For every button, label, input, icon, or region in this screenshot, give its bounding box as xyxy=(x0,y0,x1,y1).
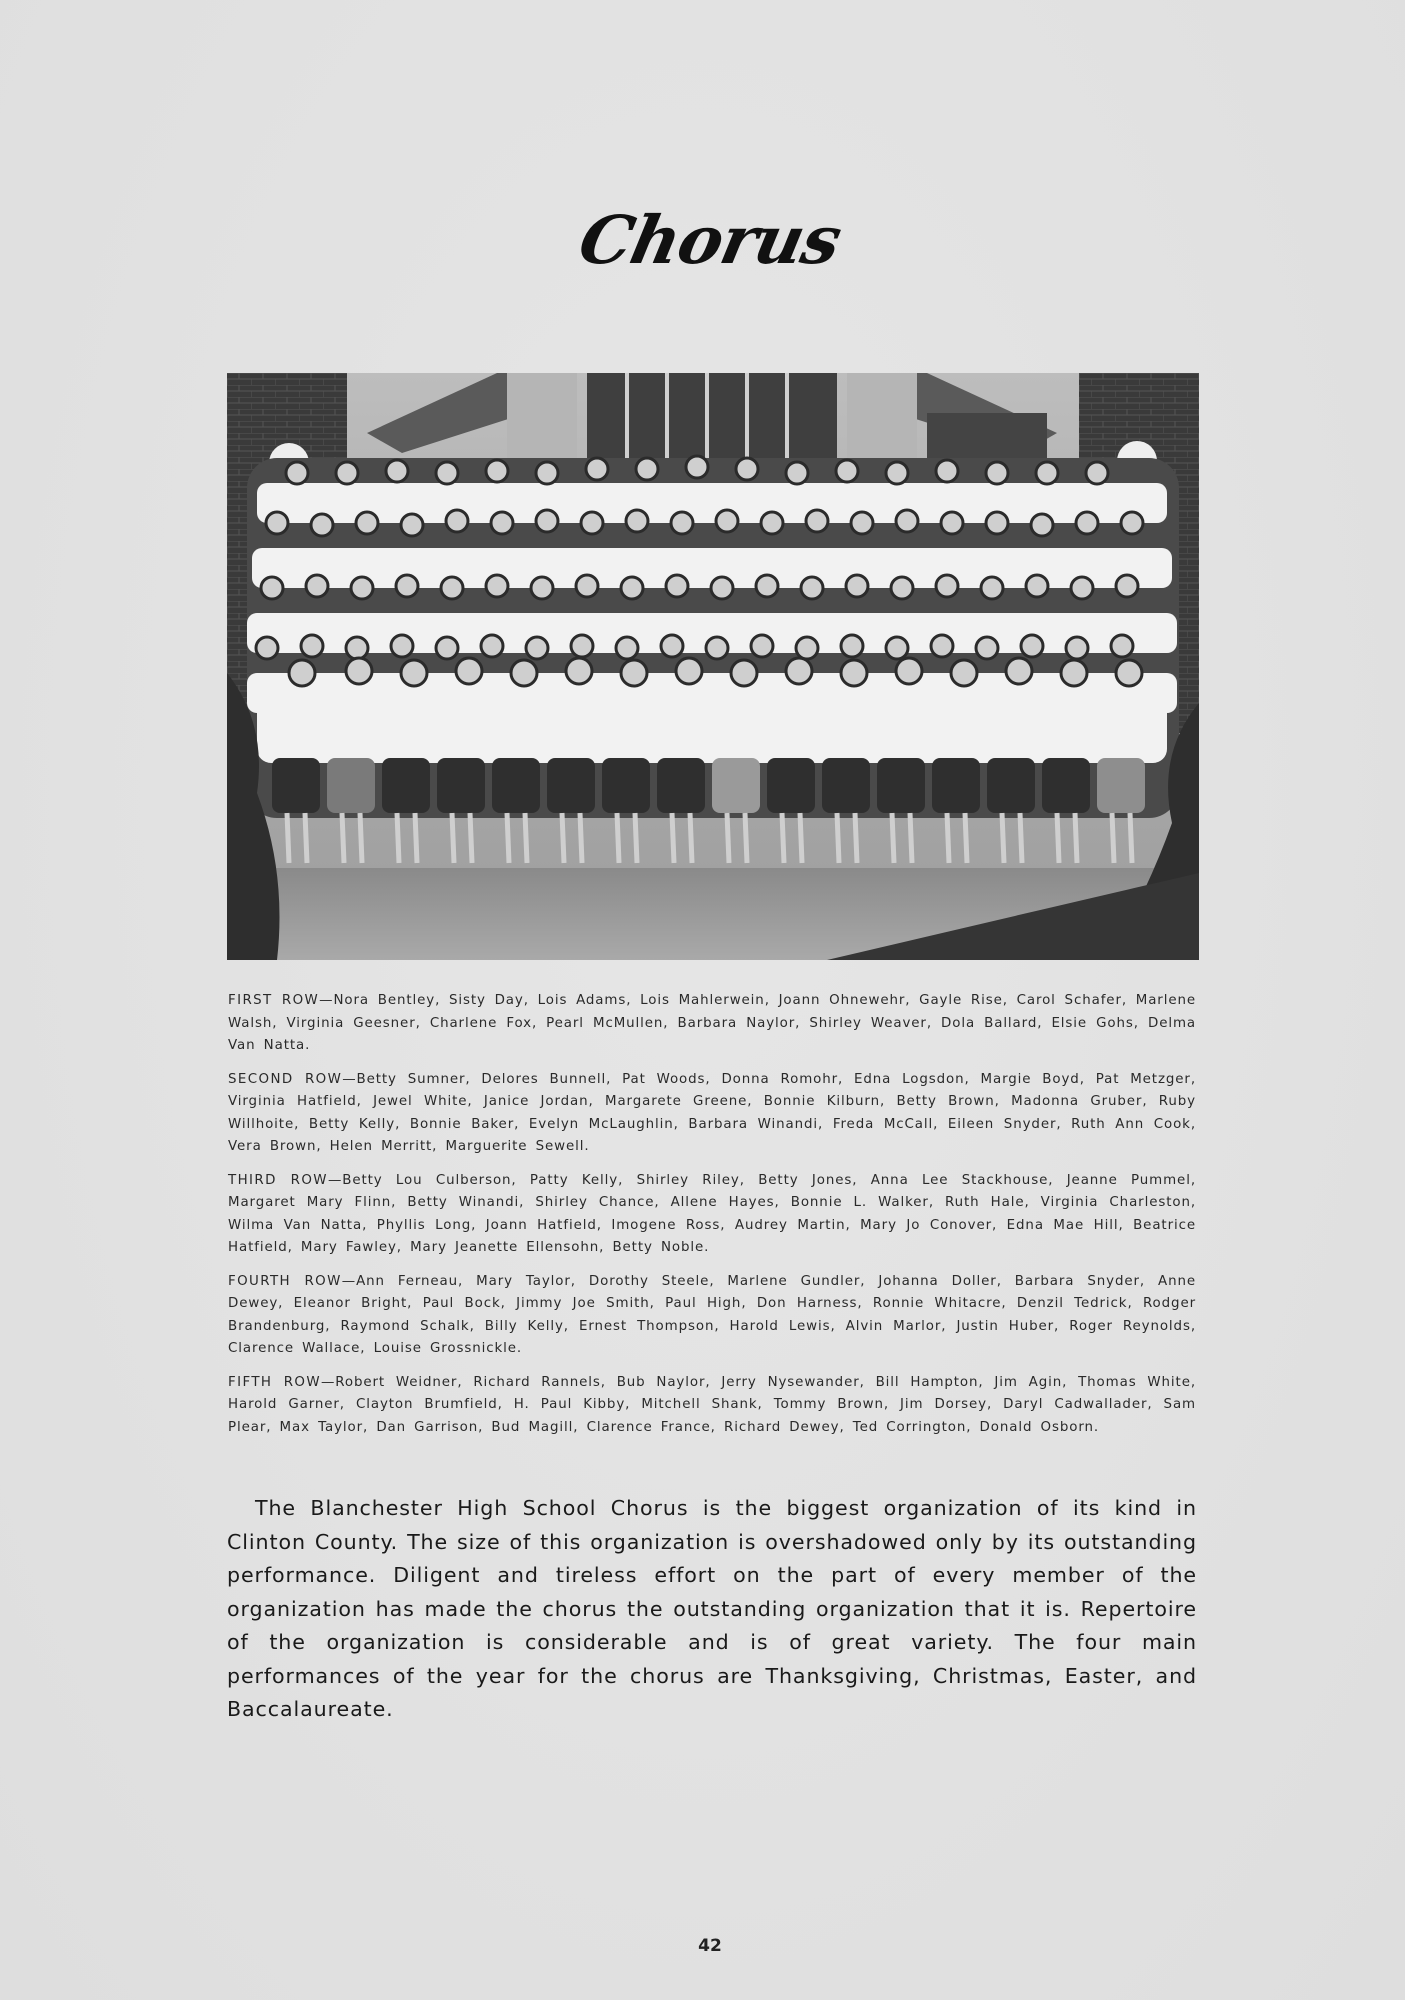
page-title: Chorus xyxy=(572,201,848,279)
row-separator: — xyxy=(342,1071,357,1087)
row-separator: — xyxy=(320,1374,336,1390)
row-separator: — xyxy=(319,993,334,1008)
group-photo-illustration xyxy=(227,373,1199,960)
credits-row-first xyxy=(228,990,1196,1058)
row-names: Nora Bentley, Sisty Day, Lois Adams, Lois Mahlerwein, Joann Ohnewehr, Gayle Rise, Carol Schafer, Marlene Walsh, Virginia Geesner, Charlene Fox, Pearl McMullen, Barbara Naylor, Shirley Weaver, Dola Ballard, Elsie Gohs, Delma Van Natta. xyxy=(228,993,1197,1053)
page-number: 42 xyxy=(698,1936,722,1956)
member-credits xyxy=(228,990,1196,1450)
row-separator: — xyxy=(327,1172,343,1188)
row-names: Robert Weidner, Richard Rannels, Bub Naylor, Jerry Nysewander, Bill Hampton, Jim Agin, Thomas White, Harold Garner, Clayton Brumfield, H. Paul Kibby, Mitchell Shank, Tommy Brown, Jim Dorsey, Daryl Cadwallader, Sam Plear, Max Taylor, Dan Garrison, Bud Magill, Clarence France, Richard Dewey, Ted Corrington, Donald Osborn. xyxy=(228,1374,1196,1435)
credits-row-fifth xyxy=(228,1372,1196,1440)
credits-row-fourth xyxy=(228,1271,1196,1361)
row-names: Ann Ferneau, Mary Taylor, Dorothy Steele, Marlene Gundler, Johanna Doller, Barbara Snyder, Anne Dewey, Eleanor Bright, Paul Bock, Jimmy Joe Smith, Paul High, Don Harness, Ronnie Whitacre, Denzil Tedrick, Rodger Brandenburg, Raymond Schalk, Billy Kelly, Ernest Thompson, Harold Lewis, Alvin Marlor, Justin Huber, Roger Reynolds, Clarence Wallace, Louise Grossnickle. xyxy=(228,1273,1197,1356)
row-label: SECOND ROW xyxy=(228,1071,343,1087)
row-separator: — xyxy=(341,1273,357,1289)
row-label: FIRST ROW xyxy=(228,993,320,1008)
row-names: Betty Sumner, Delores Bunnell, Pat Woods, Donna Romohr, Edna Logsdon, Margie Boyd, Pat Metzger, Virginia Hatfield, Jewel White, Janice Jordan, Margarete Greene, Bonnie Kilburn, Betty Brown, Madonna Gruber, Ruby Willhoite, Betty Kelly, Bonnie Baker, Evelyn McLaughlin, Barbara Winandi, Freda McCall, Eileen Snyder, Ruth Ann Cook, Vera Brown, Helen Merritt, Marguerite Sewell. xyxy=(228,1071,1196,1154)
row-label: THIRD ROW xyxy=(228,1172,328,1188)
chorus-group-photo xyxy=(227,373,1199,960)
credits-row-third xyxy=(228,1170,1196,1260)
row-names: Betty Lou Culberson, Patty Kelly, Shirley Riley, Betty Jones, Anna Lee Stackhouse, Jeanne Pummel, Margaret Mary Flinn, Betty Winandi, Shirley Chance, Allene Hayes, Bonnie L. Walker, Ruth Hale, Virginia Charleston, Wilma Van Natta, Phyllis Long, Joann Hatfield, Imogene Ross, Audrey Martin, Mary Jo Conover, Edna Mae Hill, Beatrice Hatfield, Mary Fawley, Mary Jeanette Ellensohn, Betty Noble. xyxy=(228,1172,1196,1255)
row-label: FOURTH ROW xyxy=(228,1273,342,1289)
credits-row-second xyxy=(228,1069,1196,1159)
row-label: FIFTH ROW xyxy=(228,1374,321,1390)
chorus-description: The Blanchester High School Chorus is the biggest organization of its kind in Clinton County. The size of this organization is overshadowed only by its outstanding performance. Diligent and tireless effort on the part of every member of the organization has made the chorus the outstanding organization that it is. Repertoire of the organization is considerable and is of great variety. The four main performances of the year for the chorus are Thanksgiving, Christmas, Easter, and Baccalaureate. xyxy=(227,1496,1197,1721)
